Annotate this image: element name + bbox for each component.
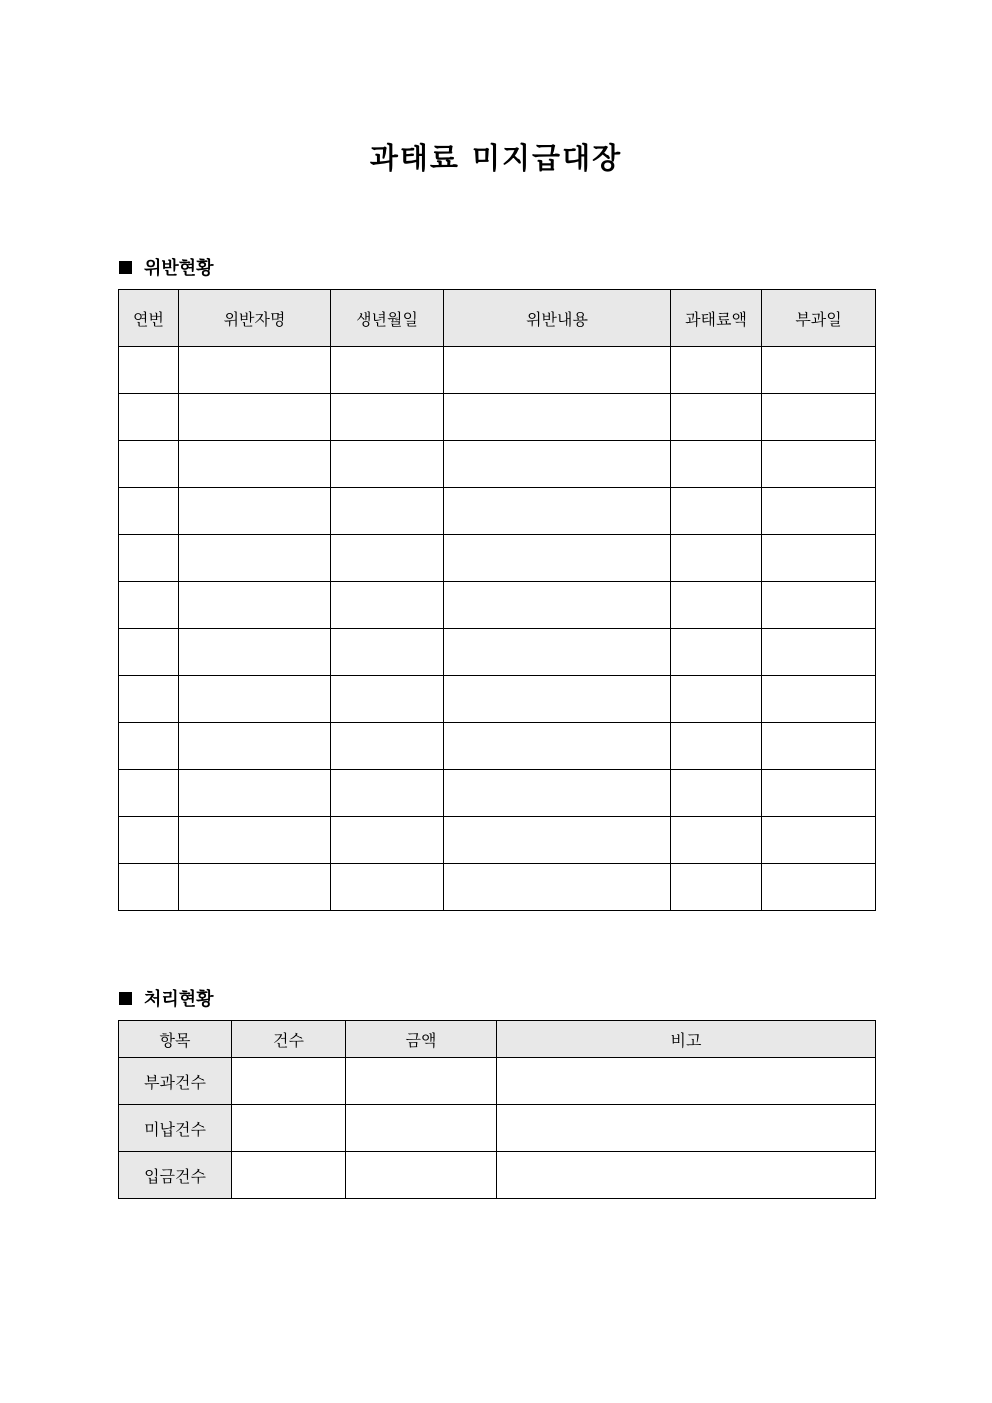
note-cell — [497, 1058, 876, 1105]
table-row — [119, 488, 876, 535]
birthdate-cell — [331, 770, 444, 817]
fine-amount-cell — [671, 582, 762, 629]
seq-cell — [119, 394, 179, 441]
fine-amount-cell — [671, 770, 762, 817]
fine-amount-cell — [671, 864, 762, 911]
birthdate-cell — [331, 582, 444, 629]
fine-amount-cell — [671, 629, 762, 676]
table-header-row — [119, 1021, 876, 1058]
violator-name-cell — [179, 676, 331, 723]
violation-detail-cell — [444, 582, 671, 629]
fine-amount-cell — [671, 347, 762, 394]
violation-detail-cell — [444, 817, 671, 864]
table-row — [119, 1058, 876, 1105]
amount-cell — [346, 1105, 497, 1152]
birthdate-cell — [331, 864, 444, 911]
imposed-date-cell — [762, 488, 876, 535]
seq-cell — [119, 864, 179, 911]
violation-detail-cell — [444, 629, 671, 676]
document-title: 과태료 미지급대장 — [369, 141, 623, 175]
table-row — [119, 535, 876, 582]
fine-amount-cell — [671, 394, 762, 441]
violator-name-cell — [179, 817, 331, 864]
row-label-paid-count: 입금건수 — [119, 1152, 232, 1199]
violation-detail-cell — [444, 676, 671, 723]
column-header-item: 항목 — [119, 1021, 232, 1058]
count-cell — [232, 1105, 346, 1152]
seq-cell — [119, 770, 179, 817]
column-header-violator-name: 위반자명 — [179, 290, 331, 347]
table-row — [119, 441, 876, 488]
violator-name-cell — [179, 347, 331, 394]
imposed-date-cell — [762, 723, 876, 770]
column-header-fine-amount: 과태료액 — [671, 290, 762, 347]
birthdate-cell — [331, 629, 444, 676]
table-row — [119, 1152, 876, 1199]
imposed-date-cell — [762, 629, 876, 676]
violation-detail-cell — [444, 723, 671, 770]
seq-cell — [119, 723, 179, 770]
birthdate-cell — [331, 347, 444, 394]
fine-amount-cell — [671, 817, 762, 864]
imposed-date-cell — [762, 864, 876, 911]
processing-table — [118, 1020, 876, 1199]
column-header-amount: 금액 — [346, 1021, 497, 1058]
section-heading-violations — [119, 254, 214, 280]
imposed-date-cell — [762, 676, 876, 723]
imposed-date-cell — [762, 441, 876, 488]
table-row — [119, 676, 876, 723]
violation-detail-cell — [444, 770, 671, 817]
fine-amount-cell — [671, 488, 762, 535]
imposed-date-cell — [762, 535, 876, 582]
table-row — [119, 723, 876, 770]
birthdate-cell — [331, 488, 444, 535]
birthdate-cell — [331, 394, 444, 441]
seq-cell — [119, 676, 179, 723]
violator-name-cell — [179, 864, 331, 911]
violator-name-cell — [179, 770, 331, 817]
violator-name-cell — [179, 582, 331, 629]
violator-name-cell — [179, 441, 331, 488]
square-bullet-icon — [119, 261, 132, 274]
seq-cell — [119, 582, 179, 629]
violation-detail-cell — [444, 347, 671, 394]
column-header-imposed-date: 부과일 — [762, 290, 876, 347]
fine-amount-cell — [671, 535, 762, 582]
fine-amount-cell — [671, 723, 762, 770]
note-cell — [497, 1152, 876, 1199]
note-cell — [497, 1105, 876, 1152]
imposed-date-cell — [762, 817, 876, 864]
square-bullet-icon — [119, 992, 132, 1005]
imposed-date-cell — [762, 582, 876, 629]
count-cell — [232, 1152, 346, 1199]
violations-table — [118, 289, 876, 911]
table-row — [119, 347, 876, 394]
birthdate-cell — [331, 723, 444, 770]
violation-detail-cell — [444, 535, 671, 582]
seq-cell — [119, 488, 179, 535]
imposed-date-cell — [762, 347, 876, 394]
violation-detail-cell — [444, 394, 671, 441]
violator-name-cell — [179, 723, 331, 770]
table-row — [119, 864, 876, 911]
count-cell — [232, 1058, 346, 1105]
birthdate-cell — [331, 676, 444, 723]
column-header-seq: 연번 — [119, 290, 179, 347]
column-header-count: 건수 — [232, 1021, 346, 1058]
table-row — [119, 582, 876, 629]
section-heading-processing — [119, 985, 214, 1011]
violation-detail-cell — [444, 441, 671, 488]
fine-amount-cell — [671, 441, 762, 488]
violation-detail-cell — [444, 864, 671, 911]
section-heading-label: 위반현황 — [144, 258, 214, 279]
birthdate-cell — [331, 535, 444, 582]
section-heading-label: 처리현황 — [144, 989, 214, 1010]
table-header-row — [119, 290, 876, 347]
seq-cell — [119, 629, 179, 676]
violator-name-cell — [179, 629, 331, 676]
row-label-imposed-count: 부과건수 — [119, 1058, 232, 1105]
table-row — [119, 1105, 876, 1152]
table-row — [119, 629, 876, 676]
seq-cell — [119, 347, 179, 394]
table-row — [119, 770, 876, 817]
birthdate-cell — [331, 441, 444, 488]
amount-cell — [346, 1152, 497, 1199]
imposed-date-cell — [762, 770, 876, 817]
amount-cell — [346, 1058, 497, 1105]
violator-name-cell — [179, 535, 331, 582]
column-header-note: 비고 — [497, 1021, 876, 1058]
seq-cell — [119, 817, 179, 864]
table-row — [119, 817, 876, 864]
column-header-violation-detail: 위반내용 — [444, 290, 671, 347]
table-row — [119, 394, 876, 441]
fine-amount-cell — [671, 676, 762, 723]
violator-name-cell — [179, 488, 331, 535]
violator-name-cell — [179, 394, 331, 441]
imposed-date-cell — [762, 394, 876, 441]
column-header-birthdate: 생년월일 — [331, 290, 444, 347]
birthdate-cell — [331, 817, 444, 864]
row-label-unpaid-count: 미납건수 — [119, 1105, 232, 1152]
seq-cell — [119, 441, 179, 488]
seq-cell — [119, 535, 179, 582]
violation-detail-cell — [444, 488, 671, 535]
